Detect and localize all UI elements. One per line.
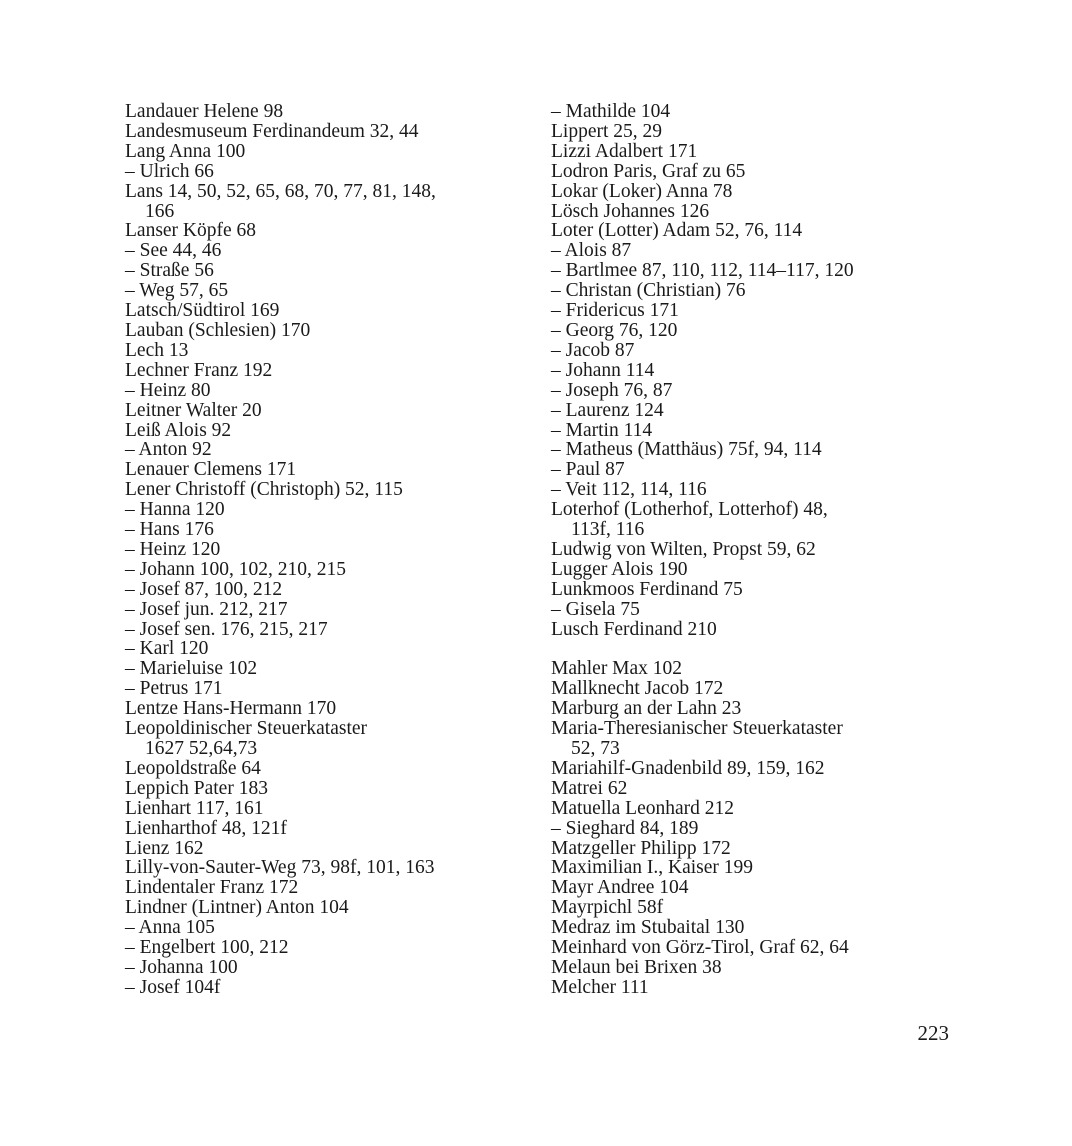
index-entry: – Matheus (Matthäus) 75f, 94, 114 — [551, 439, 822, 461]
index-entry: Lanser Köpfe 68 — [125, 220, 257, 242]
index-entry: – Bartlmee 87, 110, 112, 114–117, 120 — [551, 260, 854, 282]
index-column-right — [551, 102, 951, 998]
index-entry: Lienhart 117, 161 — [125, 797, 264, 819]
index-entry: Mayrpichl 58f — [551, 897, 664, 919]
index-entry: – See 44, 46 — [125, 240, 222, 262]
index-entry: – Weg 57, 65 — [125, 280, 229, 302]
index-entry: – Anna 105 — [125, 917, 215, 939]
index-entry: Lech 13 — [125, 339, 189, 361]
index-entry-continuation: 113f, 116 — [571, 519, 645, 541]
index-entry: – Mathilde 104 — [551, 101, 671, 122]
section-gap — [551, 639, 951, 659]
index-entry: Mahler Max 102 — [551, 658, 683, 680]
index-entry: – Straße 56 — [125, 260, 214, 282]
index-entry: Lizzi Adalbert 171 — [551, 140, 698, 162]
index-entry: – Josef sen. 176, 215, 217 — [125, 618, 328, 640]
index-entry: Lechner Franz 192 — [125, 359, 273, 381]
index-entry: – Hanna 120 — [125, 499, 225, 521]
index-entry-continuation: 1627 52,64,73 — [145, 738, 258, 759]
index-entry: Matrei 62 — [551, 777, 628, 799]
index-entry: – Sieghard 84, 189 — [551, 817, 699, 839]
index-entry: Lentze Hans-Hermann 170 — [125, 698, 337, 720]
index-entry: Leppich Pater 183 — [125, 777, 268, 799]
index-entry: Leopoldstraße 64 — [125, 757, 261, 779]
index-entry: – Georg 76, 120 — [551, 319, 678, 341]
index-entry: Landesmuseum Ferdinandeum 32, 44 — [125, 120, 419, 142]
index-entry: Meinhard von Görz-Tirol, Graf 62, 64 — [551, 937, 849, 959]
index-entry: Loter (Lotter) Adam 52, 76, 114 — [551, 220, 803, 242]
index-entry: Mayr Andree 104 — [551, 877, 689, 899]
index-entry: – Alois 87 — [551, 240, 632, 262]
index-entry: – Josef 87, 100, 212 — [125, 578, 283, 600]
index-entry: – Johann 114 — [551, 359, 655, 381]
index-entry: Lauban (Schlesien) 170 — [125, 319, 311, 341]
index-entry: Lans 14, 50, 52, 65, 68, 70, 77, 81, 148, — [125, 180, 436, 202]
page-number: 223 — [917, 1021, 949, 1045]
index-entry: Lodron Paris, Graf zu 65 — [551, 160, 746, 182]
index-entry: – Fridericus 171 — [551, 300, 679, 322]
index-entry: Lener Christoff (Christoph) 52, 115 — [125, 479, 403, 501]
index-entry: – Heinz 80 — [125, 379, 211, 401]
index-entry: – Ulrich 66 — [125, 160, 214, 182]
index-entry: – Christan (Christian) 76 — [551, 280, 746, 302]
index-entry: – Engelbert 100, 212 — [125, 937, 289, 959]
index-entry: Melcher 111 — [551, 976, 649, 998]
index-entry: Mallknecht Jacob 172 — [551, 678, 724, 700]
index-entry: – Hans 176 — [125, 519, 214, 541]
index-entry: – Marieluise 102 — [125, 658, 258, 680]
index-entry: Maximilian I., Kaiser 199 — [551, 857, 753, 879]
index-entry: – Johann 100, 102, 210, 215 — [125, 558, 346, 580]
index-entry: – Martin 114 — [551, 419, 653, 441]
index-entry: Melaun bei Brixen 38 — [551, 956, 722, 978]
index-column-left — [125, 102, 520, 998]
index-entry: Lienharthof 48, 121f — [125, 817, 287, 839]
index-entry: – Johanna 100 — [125, 956, 238, 978]
index-entry-continuation: 166 — [145, 200, 175, 222]
index-entry: Leopoldinischer Steuerkataster — [125, 718, 368, 740]
index-entry: Landauer Helene 98 — [125, 101, 284, 122]
index-entry: Lilly-von-Sauter-Weg 73, 98f, 101, 163 — [125, 857, 435, 879]
index-entry: Lindentaler Franz 172 — [125, 877, 299, 899]
index-entry: Lenauer Clemens 171 — [125, 459, 297, 481]
index-entry: Matuella Leonhard 212 — [551, 797, 735, 819]
index-entry: Lösch Johannes 126 — [551, 200, 710, 222]
index-entry: – Laurenz 124 — [551, 399, 664, 421]
index-entry: Medraz im Stubaital 130 — [551, 917, 745, 939]
index-entry: Lippert 25, 29 — [551, 120, 663, 142]
index-entry: – Veit 112, 114, 116 — [551, 479, 707, 501]
index-entry: – Gisela 75 — [551, 598, 640, 620]
index-entry: Leiß Alois 92 — [125, 419, 232, 441]
index-entry: – Paul 87 — [551, 459, 625, 481]
index-entry: – Jacob 87 — [551, 339, 635, 361]
index-entry: – Joseph 76, 87 — [551, 379, 673, 401]
index-entry: Lunkmoos Ferdinand 75 — [551, 578, 743, 600]
index-entry: – Josef 104f — [125, 976, 221, 998]
index-entry: Matzgeller Philipp 172 — [551, 837, 731, 859]
index-entry: Lugger Alois 190 — [551, 558, 688, 580]
index-entry: – Karl 120 — [125, 638, 209, 660]
index-entry: Maria-Theresianischer Steuerkataster — [551, 718, 843, 740]
index-entry: – Petrus 171 — [125, 678, 223, 700]
index-entry: Leitner Walter 20 — [125, 399, 262, 421]
index-entry: – Heinz 120 — [125, 538, 221, 560]
index-entry: Marburg an der Lahn 23 — [551, 698, 742, 720]
index-entry: Lindner (Lintner) Anton 104 — [125, 897, 349, 919]
index-entry: – Josef jun. 212, 217 — [125, 598, 288, 620]
index-entry: Lokar (Loker) Anna 78 — [551, 180, 733, 202]
index-entry: – Anton 92 — [125, 439, 212, 461]
index-entry: Loterhof (Lotherhof, Lotterhof) 48, — [551, 499, 828, 521]
index-entry: Lang Anna 100 — [125, 140, 246, 162]
index-entry: Mariahilf-Gnadenbild 89, 159, 162 — [551, 757, 825, 779]
index-entry: Lusch Ferdinand 210 — [551, 618, 717, 640]
index-entry: Lienz 162 — [125, 837, 204, 859]
index-entry-continuation: 52, 73 — [571, 737, 620, 759]
index-entry: Latsch/Südtirol 169 — [125, 300, 280, 322]
index-entry: Ludwig von Wilten, Propst 59, 62 — [551, 538, 816, 560]
